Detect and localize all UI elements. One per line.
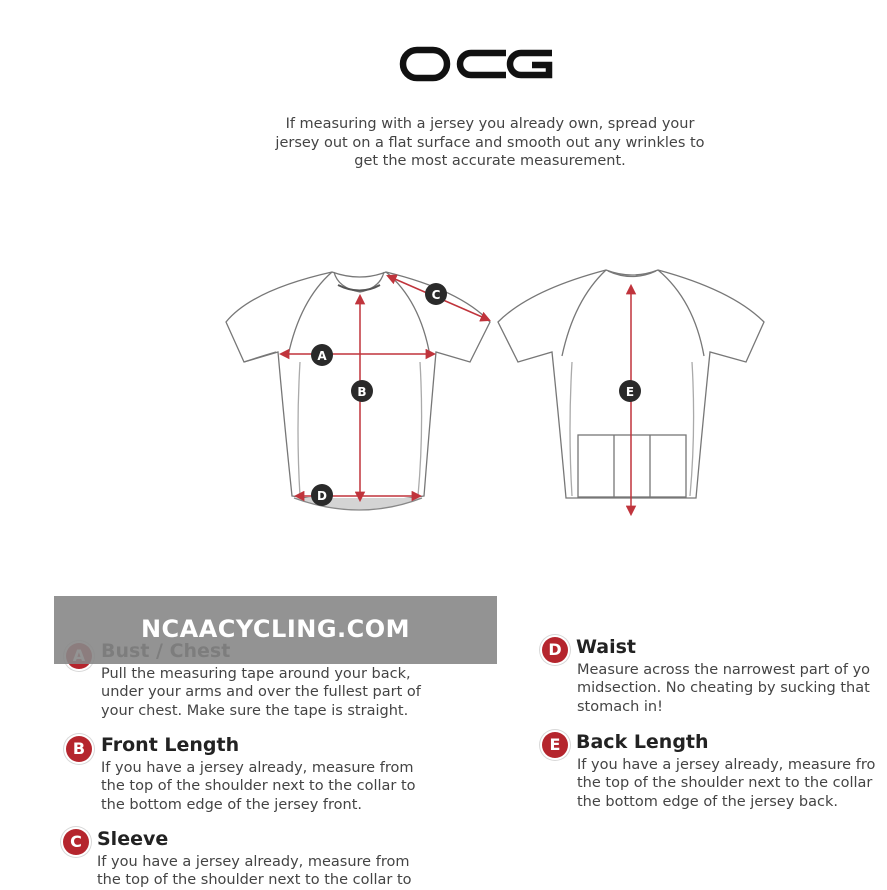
desc-front-length — [101, 759, 416, 814]
badge-d: D — [542, 637, 568, 663]
desc-line: the top of the shoulder next to the collar — [577, 775, 873, 792]
intro-line: get the most accurate measurement. — [354, 153, 626, 169]
marker-e — [619, 380, 641, 402]
intro-line: jersey out on a flat surface and smooth out any wrinkles to — [275, 134, 705, 151]
watermark-text: NCAACYCLING.COM — [140, 615, 411, 643]
heading-waist: Waist — [576, 636, 637, 658]
desc-line: If you have a jersey already, measure from — [97, 854, 410, 870]
desc-line: If you have a jersey already, measure from — [101, 760, 414, 776]
svg-text:C: C — [431, 288, 441, 302]
marker-d — [311, 484, 333, 506]
badge-c: C — [63, 829, 89, 855]
svg-text:A: A — [317, 349, 327, 363]
desc-line: under your arms and over the fullest part of — [101, 684, 421, 701]
desc-line: the bottom edge of the jersey back. — [577, 793, 838, 810]
desc-sleeve — [97, 853, 412, 890]
desc-line: Pull the measuring tape around your back, — [101, 666, 411, 682]
desc-bust-chest — [101, 665, 421, 720]
desc-waist — [577, 661, 870, 716]
heading-back-length: Back Length — [576, 731, 709, 753]
desc-line: your chest. Make sure the tape is straight. — [101, 702, 409, 719]
svg-text:D: D — [317, 489, 327, 503]
marker-c — [425, 283, 447, 305]
marker-a — [311, 344, 333, 366]
desc-line: stomach in! — [577, 698, 663, 715]
desc-line: the top of the shoulder next to the collar to — [101, 778, 416, 795]
heading-sleeve: Sleeve — [97, 828, 169, 850]
desc-line: If you have a jersey already, measure fro — [577, 757, 876, 773]
marker-b — [351, 380, 373, 402]
svg-text:E: E — [625, 385, 635, 399]
desc-line: the top of the shoulder next to the collar to — [97, 872, 412, 889]
desc-line: the bottom edge of the jersey front. — [101, 796, 362, 813]
badge-b: B — [66, 736, 92, 762]
intro-line: If measuring with a jersey you already own, spread your — [285, 116, 695, 132]
badge-e: E — [542, 732, 568, 758]
watermark-banner — [54, 596, 497, 664]
heading-front-length: Front Length — [101, 734, 240, 756]
desc-line: Measure across the narrowest part of yo — [577, 662, 871, 678]
desc-line: midsection. No cheating by sucking that — [577, 680, 870, 697]
desc-back-length — [577, 756, 875, 811]
svg-text:B: B — [357, 385, 367, 399]
